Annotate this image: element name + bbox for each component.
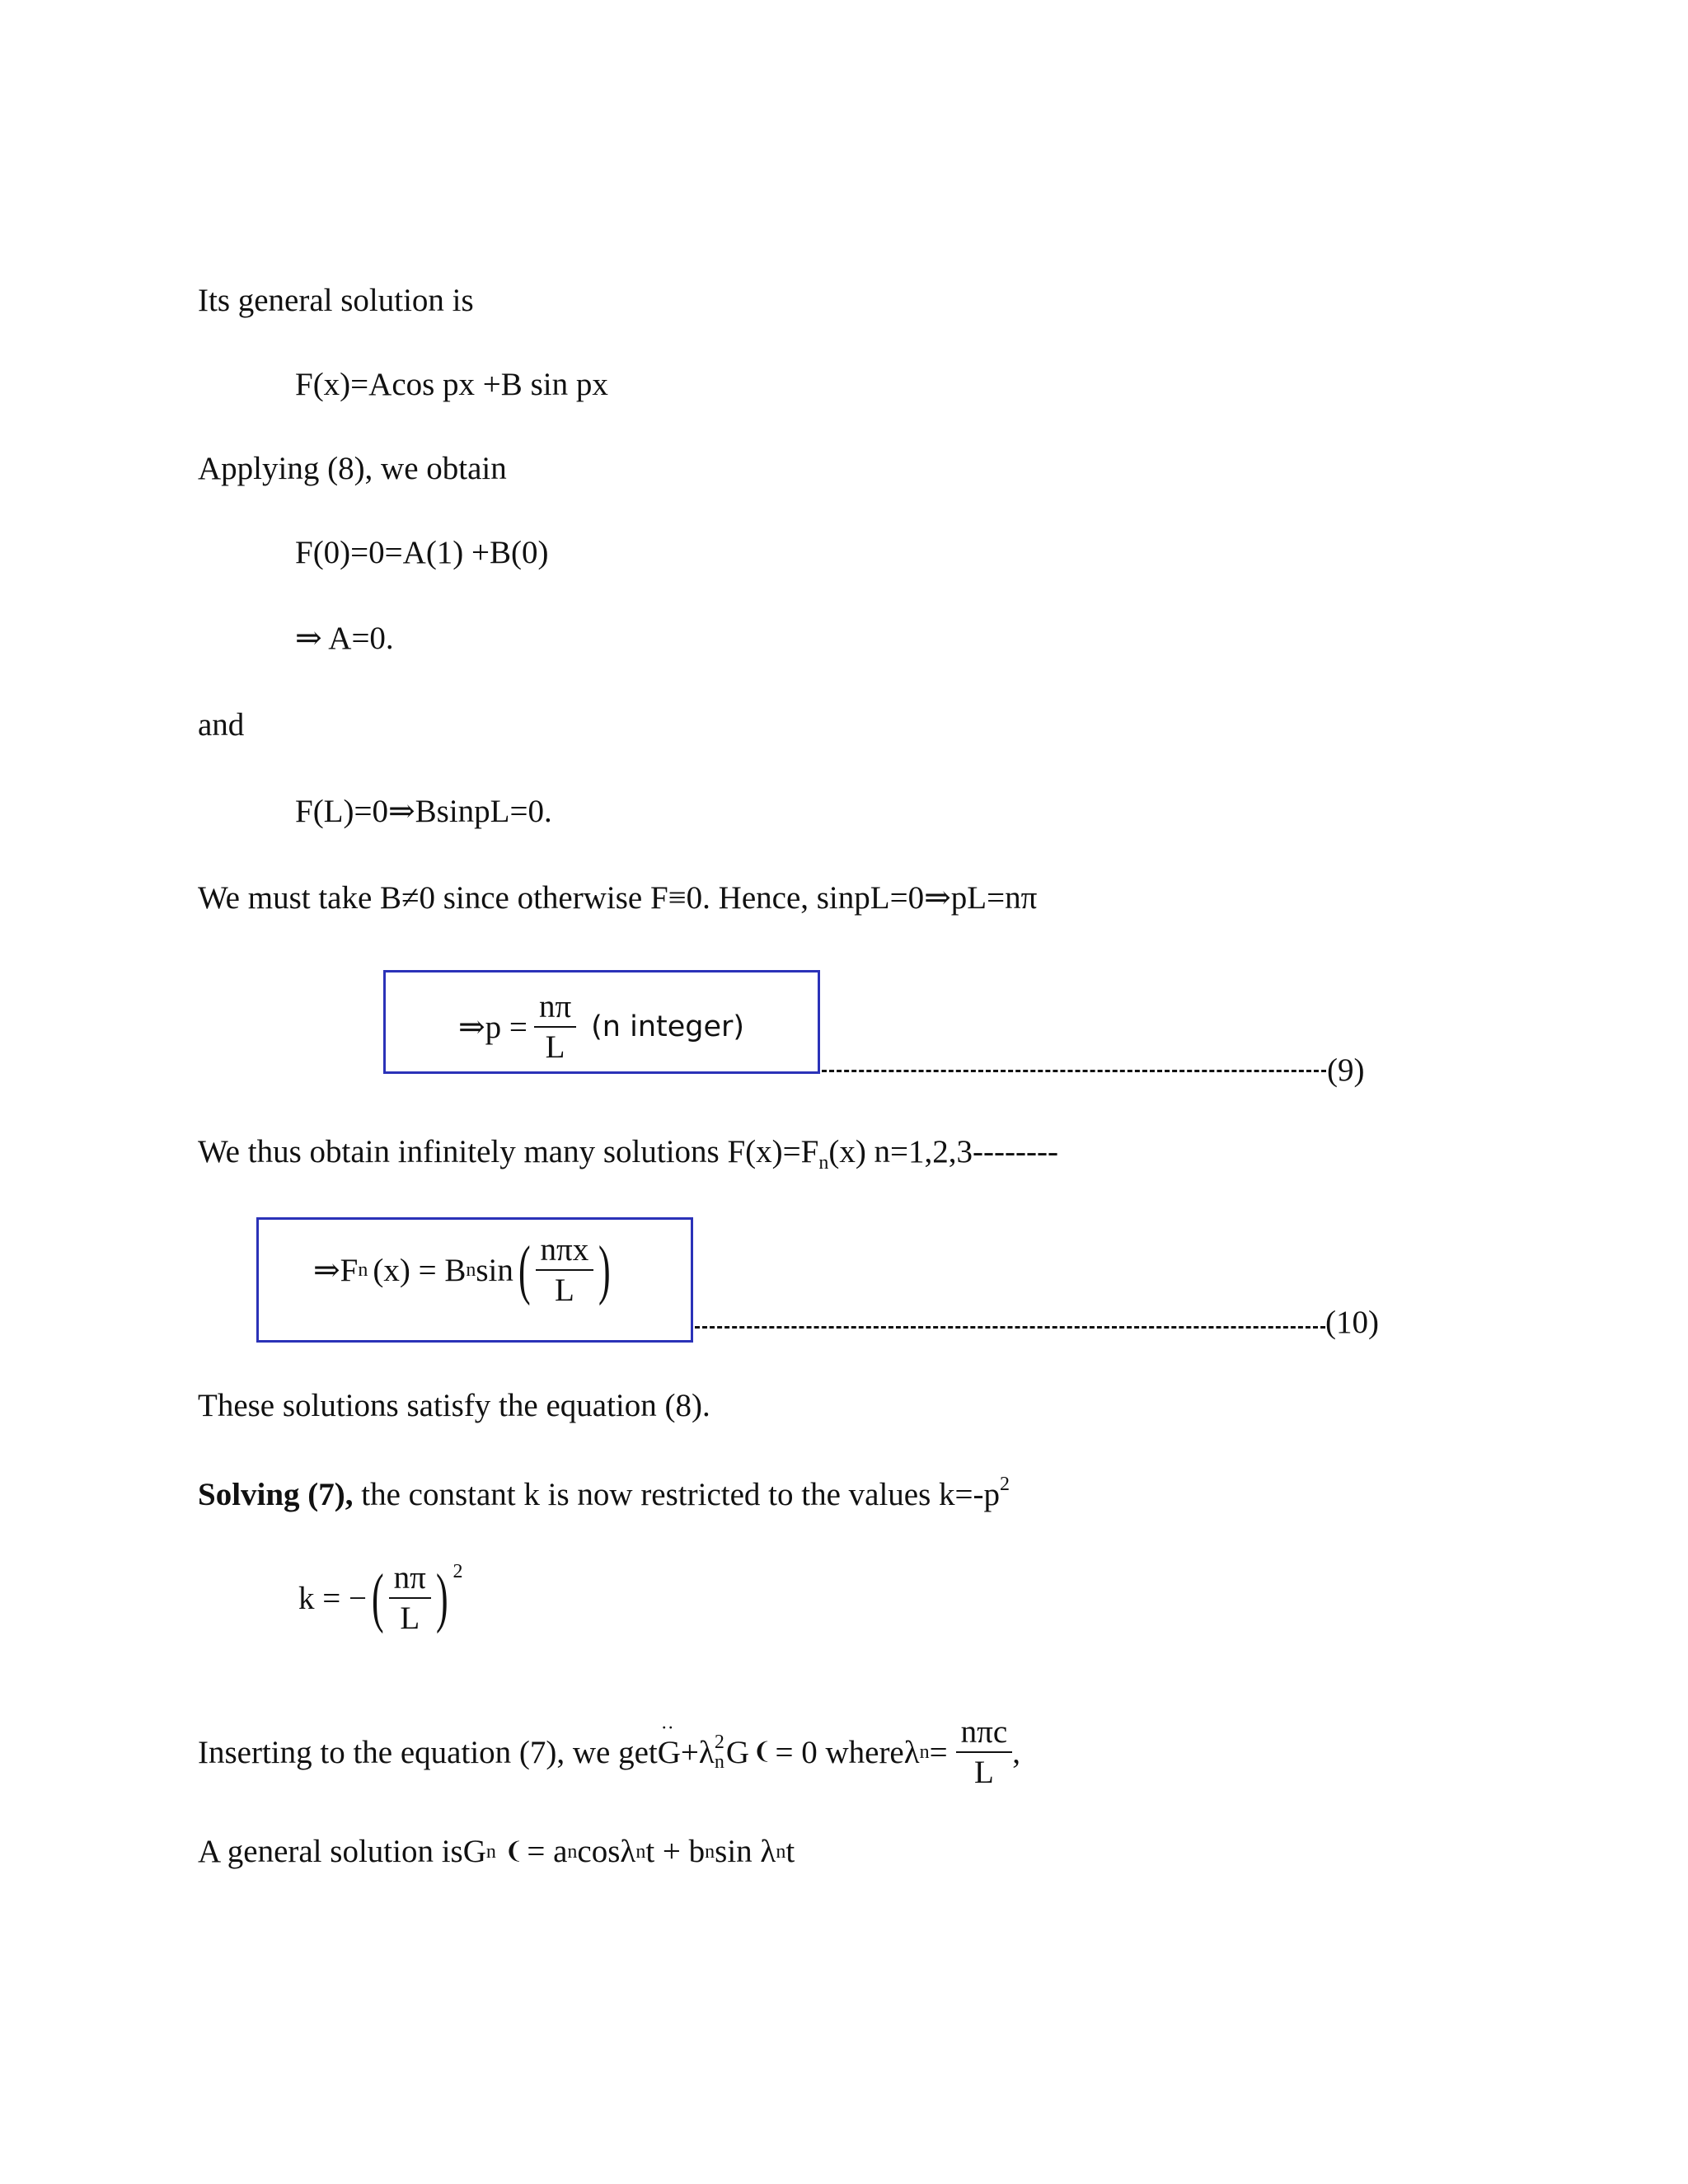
text-general-solution: Its general solution is: [198, 283, 474, 318]
eqg-plus: +λ: [680, 1734, 715, 1770]
text-and: and: [198, 707, 245, 743]
text-inserting: [198, 1716, 1020, 1788]
eq10-mid-sub: n: [466, 1259, 476, 1281]
eqgen-sin-sub: n: [776, 1840, 786, 1863]
eqg-comma: ,: [1012, 1734, 1020, 1770]
text-general-g-pre: A general solution is: [198, 1834, 463, 1869]
eqg-g: G: [657, 1734, 681, 1770]
eqk-sup: 2: [452, 1561, 463, 1582]
eqgen-sin: sin λ: [715, 1834, 776, 1869]
eq9-note: (n integer): [591, 1010, 745, 1043]
text-infinitely-pre: We thus obtain infinitely many solutions F(x)=F: [198, 1134, 819, 1169]
eqg-g-dd: ·· G: [657, 1717, 681, 1770]
text-solving: [198, 1474, 1010, 1511]
equation-fx: F(x)=Acos px +B sin px: [295, 367, 608, 402]
eq10-denominator: L: [554, 1272, 574, 1308]
text-solving-bold: Solving (7),: [198, 1477, 354, 1512]
eqgen-eq: = a: [527, 1834, 568, 1869]
equation-a0: ⇒ A=0.: [295, 621, 394, 656]
text-must-take: We must take B≠0 since otherwise F≡0. Hence, sinpL=0⇒pL=nπ: [198, 880, 1038, 916]
text-satisfy: These solutions satisfy the equation (8).: [198, 1388, 710, 1423]
eq9-numerator: nπ: [534, 991, 576, 1028]
eqk-denominator: L: [400, 1601, 420, 1636]
equation-k: [298, 1562, 462, 1634]
eqgen-b-sub: n: [705, 1840, 715, 1863]
eqk-left-paren: (: [371, 1562, 384, 1634]
eqk-lhs: k = −: [298, 1580, 367, 1616]
equation-f0: F(0)=0=A(1) +B(0): [295, 535, 549, 570]
eqgen-g: G: [462, 1834, 486, 1869]
eq9-lhs: ⇒p =: [458, 1009, 528, 1045]
equation-fl: F(L)=0⇒BsinpL=0.: [295, 794, 552, 829]
eqgen-t: t + b: [645, 1834, 706, 1869]
eq9-fraction: [534, 991, 576, 1063]
eqgen-mark: ❨: [504, 1838, 524, 1864]
equation-10: [313, 1234, 616, 1306]
eq10-right-paren: ): [598, 1234, 611, 1306]
eqg-g2: G: [725, 1734, 749, 1770]
text-infinitely-many: [198, 1136, 1058, 1173]
eqk-right-paren: ): [435, 1562, 448, 1634]
eqgen-cos: cosλ: [577, 1834, 636, 1869]
eq10-label: (10): [1325, 1305, 1379, 1340]
eqg-numerator: nπc: [956, 1716, 1013, 1753]
eqgen-a-sub: n: [567, 1840, 578, 1863]
eqg-sup: 2: [714, 1732, 724, 1753]
eqg-lambda-sub: n: [919, 1741, 930, 1763]
eq10-leader-dashes: [695, 1326, 1325, 1329]
text-infinitely-sub: n: [818, 1152, 829, 1174]
text-general-solution-g: [198, 1835, 795, 1868]
eq10-left-paren: (: [518, 1234, 531, 1306]
text-solving-sup: 2: [1000, 1474, 1010, 1495]
eq9-label: (9): [1327, 1052, 1365, 1088]
eqg-fraction: [956, 1716, 1013, 1788]
text-solving-rest: the constant k is now restricted to the values k=-p: [353, 1477, 1001, 1512]
eq10-sin: sin: [476, 1252, 513, 1288]
eq9-leader-dashes: [822, 1070, 1326, 1072]
eq10-mid: (x) = B: [373, 1252, 467, 1288]
eqgen-g-sub: n: [485, 1840, 496, 1863]
eq10-numerator: nπx: [536, 1234, 594, 1271]
text-applying: Applying (8), we obtain: [198, 451, 507, 486]
text-inserting-pre: Inserting to the equation (7), we get: [198, 1734, 658, 1770]
eqg-lambda: λ: [903, 1734, 920, 1770]
eqgen-t2: t: [785, 1834, 795, 1869]
equation-9: [458, 991, 744, 1063]
eqgen-cos-sub: n: [635, 1840, 646, 1863]
text-infinitely-post: (x) n=1,2,3--------: [828, 1134, 1058, 1169]
eqk-numerator: nπ: [389, 1562, 431, 1599]
eq10-sub: n: [358, 1259, 368, 1281]
eq9-denominator: L: [545, 1029, 565, 1065]
eq10-fraction: [536, 1234, 594, 1306]
eqg-eq0: = 0 where: [775, 1734, 904, 1770]
eqk-fraction: [389, 1562, 431, 1634]
eq10-lhs: ⇒F: [313, 1252, 359, 1288]
eqg-mark: ❨: [753, 1739, 772, 1765]
eqg-equals: =: [929, 1734, 948, 1770]
eqg-sub: n: [714, 1751, 724, 1773]
eqg-denominator: L: [974, 1755, 994, 1790]
